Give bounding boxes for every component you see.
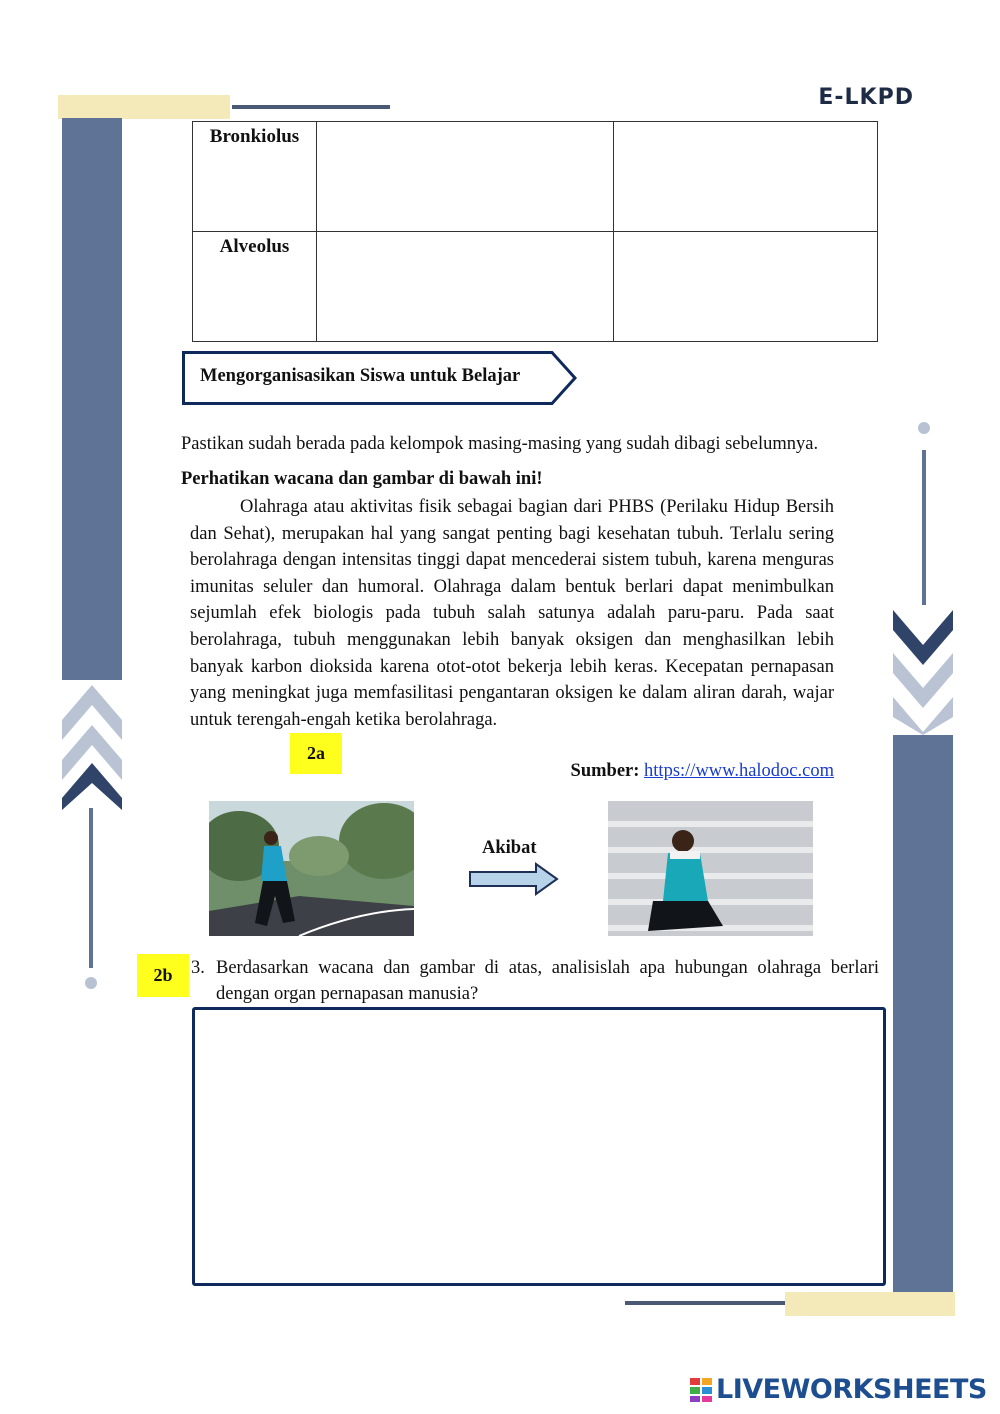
top-divider-line (232, 105, 390, 109)
table-row (193, 122, 878, 232)
section-banner (182, 351, 577, 405)
source-link[interactable]: https://www.halodoc.com (644, 761, 834, 781)
arrow-right-icon (468, 862, 560, 896)
table-cell-input[interactable] (317, 232, 614, 342)
section-title: Mengorganisasikan Siswa untuk Belajar (200, 366, 521, 386)
organ-table (192, 121, 878, 342)
passage-heading: Perhatikan wacana dan gambar di bawah ini! (181, 469, 543, 489)
tag-2b[interactable]: 2b (137, 954, 189, 997)
table-cell-input[interactable] (317, 122, 614, 232)
source-label: Sumber: (570, 761, 640, 781)
arrow-label: Akibat (482, 838, 537, 858)
right-decor-bar (893, 728, 953, 1298)
bottom-divider-line (625, 1301, 785, 1305)
reading-passage: Olahraga atau aktivitas fisik sebagai bagian dari PHBS (Perilaku Hidup Bersih dan Sehat), merupakan hal yang sangat penting bagi kesehatan tubuh. Terlalu sering berolahraga dengan intensitas tinggi dapat mencederai sistem tubuh, karena menguras imunitas seluler dan humoral. Olahraga dalam bentuk berlari dapat menimbulkan sejumlah efek biologis pada tubuh salah satunya adalah paru-paru. Pada saat berolahraga, tubuh menggunakan lebih banyak oksigen dan menghasilkan lebih banyak karbon dioksida karena otot-otot bekerja lebih keras. Kecepatan pernapasan yang meningkat juga memfasilitasi pengantaran oksigen ke dalam aliran darah, wajar untuk terengah-engah ketika berolahraga. (190, 497, 834, 730)
tag-2a[interactable]: 2a (290, 733, 342, 774)
left-decor-line (89, 808, 93, 968)
table-cell-input[interactable] (614, 122, 878, 232)
left-chevron-icon (62, 680, 122, 810)
row-label: Bronkiolus (193, 122, 317, 232)
right-decor-line (922, 450, 926, 610)
source-line (571, 761, 834, 782)
liveworksheets-icon (690, 1378, 712, 1402)
instruction-text: Pastikan sudah berada pada kelompok masing-masing yang sudah dibagi sebelumnya. (181, 434, 819, 454)
logo-text: LIVEWORKSHEETS (716, 1374, 987, 1405)
table-row (193, 232, 878, 342)
table-cell-input[interactable] (614, 232, 878, 342)
question-number: 3. (191, 958, 205, 978)
row-label: Alveolus (193, 232, 317, 342)
left-decor-dot (85, 977, 97, 989)
bottom-yellow-strip (785, 1292, 955, 1316)
running-woman-image (209, 801, 414, 936)
answer-box[interactable] (192, 1007, 886, 1286)
question-text: Berdasarkan wacana dan gambar di atas, analisislah apa hubungan olahraga berlari dengan organ pernapasan manusia? (216, 958, 879, 1004)
top-yellow-strip (58, 95, 230, 119)
right-decor-dot (918, 422, 930, 434)
question-3 (191, 955, 879, 1007)
brand-title: E-LKPD (818, 85, 914, 110)
tired-woman-image (608, 801, 813, 936)
right-chevron-icon (893, 605, 953, 735)
